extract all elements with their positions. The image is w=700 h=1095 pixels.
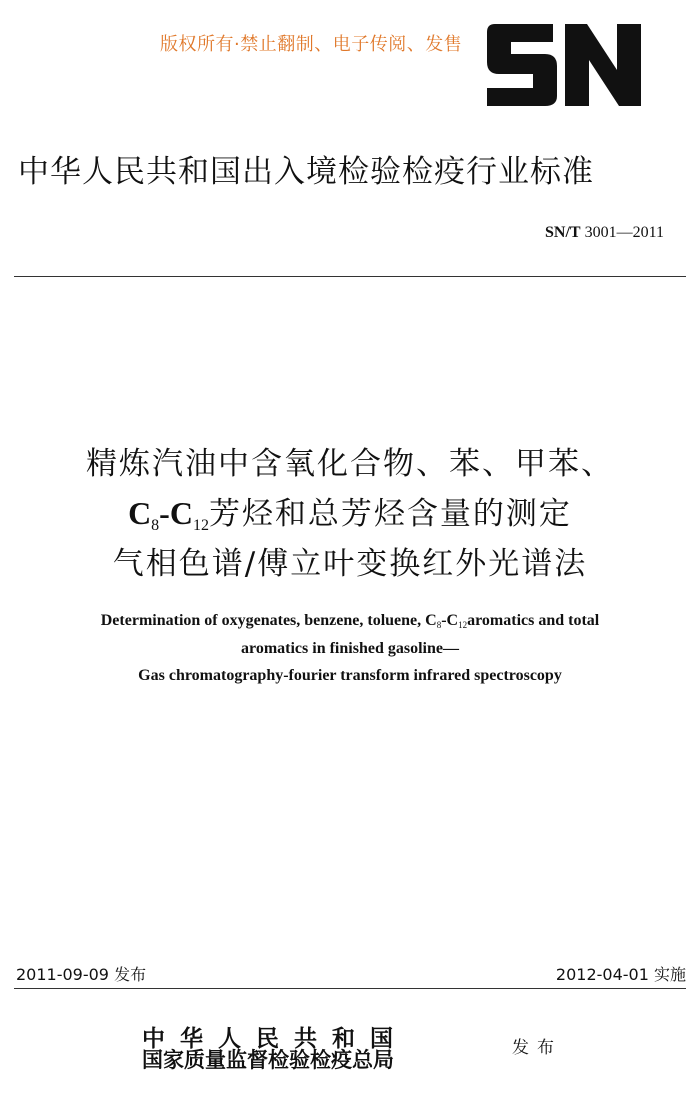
footer-divider	[14, 988, 686, 989]
title-en-line1	[0, 612, 700, 630]
standard-code: SN/T	[545, 224, 581, 241]
standard-number	[545, 224, 664, 242]
title-cn-line3: 气相色谱/傅立叶变换红外光谱法	[112, 546, 588, 582]
title-cn-line2-rest: 芳烃和总芳烃含量的测定	[208, 496, 572, 532]
sn-logo	[483, 24, 643, 106]
copyright-notice: 版权所有·禁止翻制、电子传阅、发售	[160, 34, 463, 55]
title-cn-c12-subscript: 12	[192, 517, 209, 534]
title-en-sub1: 8	[436, 620, 442, 630]
title-en-line2: aromatics in finished gasoline—	[241, 640, 459, 657]
issue-date: 2011-09-09 发布	[16, 965, 147, 984]
title-en-sub2: 12	[458, 620, 468, 630]
organization-title: 中华人民共和国出入境检验检疫行业标准	[18, 154, 594, 190]
title-cn-line1: 精炼汽油中含氧化合物、苯、甲苯、	[86, 446, 614, 482]
title-cn-c8: C	[128, 495, 152, 531]
title-cn-line2	[0, 488, 700, 533]
title-en-line1-b: aromatics and total	[467, 612, 600, 629]
title-en-line3: Gas chromatography-fourier transform infrared spectroscopy	[138, 667, 562, 684]
title-en-line1-a: Determination of oxygenates, benzene, toluene, C	[100, 612, 437, 629]
title-cn-dash: -	[159, 495, 170, 531]
title-en-line1-mid: -C	[441, 612, 459, 629]
issuer-line2: 国家质量监督检验检疫总局	[142, 1047, 394, 1072]
issuer-action: 发布	[512, 1038, 562, 1058]
header-divider	[14, 276, 686, 277]
standard-year-number: 3001—2011	[584, 224, 664, 241]
implementation-date: 2012-04-01 实施	[555, 965, 686, 984]
title-cn-c8-subscript: 8	[151, 517, 160, 534]
title-cn-c12: C	[169, 495, 193, 531]
issuer-line1: 中华人民共和国	[142, 1025, 408, 1052]
sn-logo-graphic	[483, 24, 643, 106]
